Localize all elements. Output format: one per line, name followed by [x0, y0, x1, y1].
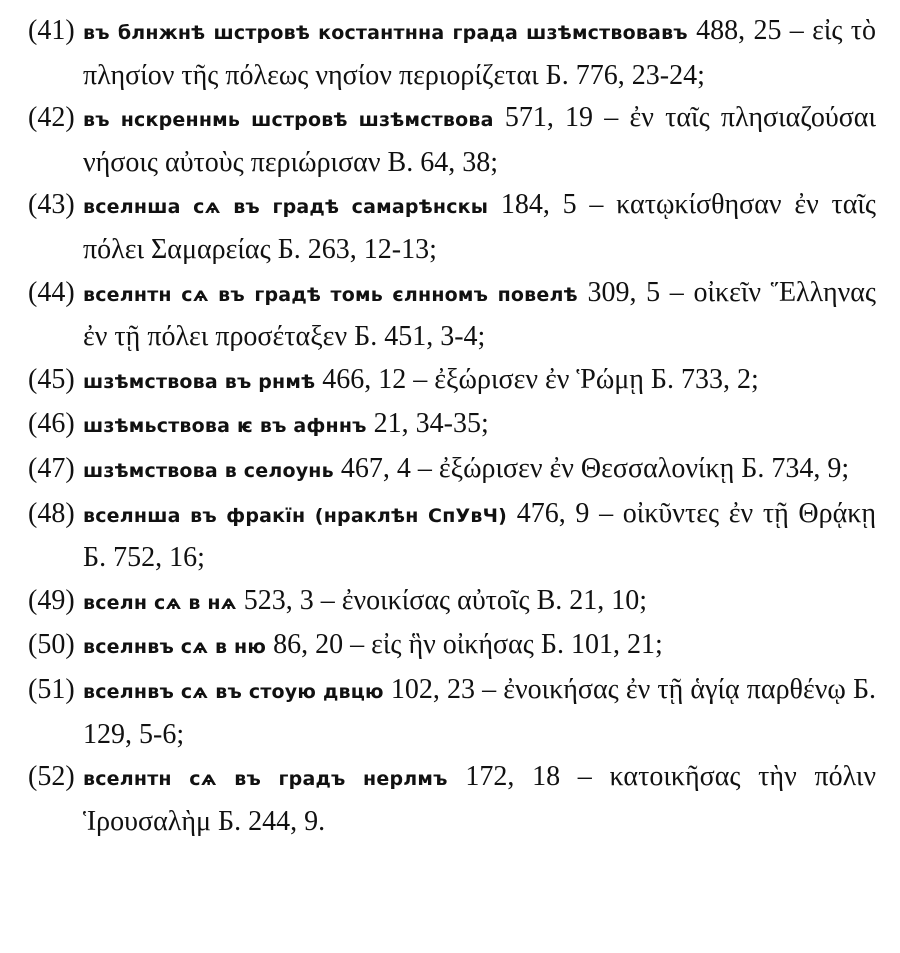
entry-50 — [28, 624, 876, 669]
entry-49 — [28, 580, 876, 625]
entry-number: (48) — [28, 497, 75, 529]
greek-reference: Б. 263, 12-13; — [277, 233, 437, 265]
slavonic-reference: 467, 4 – — [340, 452, 432, 484]
greek-reference: Б. 244, 9. — [218, 805, 326, 837]
entry-43 — [28, 184, 876, 271]
greek-text: ἐν ταῖς πλησιαζούσαι νήσοις αὐτοὺς περιώρισαν — [83, 102, 876, 178]
slavonic-text: въ нскреннмь шстровѣ шзѣмствова — [83, 109, 494, 132]
greek-text: κατοικῆσας τὴν πόλιν Ἱρουσαλὴμ — [83, 761, 877, 837]
slavonic-text: въ блнжнѣ шстровѣ костантнна града шзѣмствовавъ — [83, 22, 688, 44]
entry-42 — [28, 97, 876, 184]
slavonic-reference: 488, 25 – — [696, 15, 804, 46]
slavonic-text: шзѣмьствова ѥ въ афннъ — [83, 415, 367, 438]
entry-number: (41) — [28, 15, 75, 46]
slavonic-text: вселнтн сѧ въ градъ нерлмъ — [83, 768, 448, 791]
entry-number: (45) — [28, 363, 75, 395]
entry-number: (42) — [28, 102, 75, 134]
entry-45 — [28, 359, 876, 404]
slavonic-text: вселн сѧ в нѧ — [83, 591, 237, 614]
entry-number: (50) — [28, 629, 75, 661]
entry-47 — [28, 448, 876, 493]
greek-text: εἰς τὸ πλησίον τῆς πόλεως νησίον περιορίζεται — [83, 15, 877, 91]
greek-text: ἐξώρισεν ἐν Θεσσαλονίκῃ — [438, 452, 735, 484]
slavonic-reference: 476, 9 – — [516, 497, 614, 529]
entry-number: (47) — [28, 452, 75, 484]
slavonic-text: вселнвъ сѧ в ню — [83, 636, 267, 659]
entry-number: (44) — [28, 276, 75, 308]
greek-reference: Б. 752, 16; — [83, 542, 205, 574]
slavonic-text: шзѣмствова в селоунь — [83, 459, 334, 482]
slavonic-text: вселнша въ фракїн (нраклѣн СпУвЧ) — [83, 504, 508, 527]
greek-reference: В. 64, 38; — [387, 146, 498, 178]
slavonic-text: вселнтн сѧ въ градѣ томь єлнномъ повелѣ — [83, 283, 578, 306]
slavonic-text: шзѣмствова въ рнмѣ — [83, 370, 316, 393]
greek-reference: Б. 733, 2; — [650, 363, 759, 395]
entry-44 — [28, 272, 876, 359]
entry-51 — [28, 669, 876, 756]
entry-number: (49) — [28, 584, 75, 616]
entry-52 — [28, 756, 876, 843]
greek-text: ἐνοικήσας ἐν τῇ ἁγίᾳ παρθένῳ — [503, 673, 846, 705]
slavonic-reference: 184, 5 – — [500, 189, 604, 221]
entry-number: (52) — [28, 761, 75, 793]
slavonic-reference: 172, 18 – — [465, 761, 592, 793]
slavonic-reference: 86, 20 – — [273, 629, 365, 661]
greek-reference: Б. 776, 23-24; — [545, 59, 705, 91]
greek-text: κατῳκίσθησαν ἐν ταῖς πόλει Σαμαρείας — [83, 189, 877, 265]
greek-text: εἰς ἣν οἰκήσας — [371, 629, 534, 661]
greek-text: οἰκῦντες ἐν τῇ Θρᾴκῃ — [622, 497, 877, 529]
greek-reference: Б. 129, 5-6; — [83, 673, 877, 750]
greek-text: ἐνοικίσας αὐτοῖς — [341, 584, 530, 616]
slavonic-reference: 102, 23 – — [390, 673, 497, 705]
greek-text: ἐξώρισεν ἐν Ῥώμῃ — [434, 363, 644, 395]
entry-number: (46) — [28, 408, 75, 440]
entry-48 — [28, 493, 876, 580]
slavonic-reference: 309, 5 – — [587, 276, 684, 308]
entry-number: (51) — [28, 673, 75, 705]
slavonic-reference: 571, 19 – — [504, 102, 619, 134]
entry-number: (43) — [28, 189, 75, 221]
slavonic-text: вселнвъ сѧ въ стоую двцю — [83, 680, 384, 703]
greek-reference: Б. 101, 21; — [540, 629, 663, 661]
slavonic-text: вселнша сѧ въ градѣ самарѣнскы — [83, 196, 489, 219]
greek-text: οἰκεῖν Ἕλληνας ἐν τῇ πόλει προσέταξεν — [83, 276, 877, 353]
entry-41 — [28, 10, 876, 97]
greek-reference: Б. 734, 9; — [741, 452, 850, 484]
slavonic-reference: 523, 3 – — [243, 584, 335, 616]
slavonic-reference: 21, 34-35; — [373, 408, 489, 440]
entry-46 — [28, 403, 876, 448]
greek-reference: Б. 451, 3-4; — [354, 321, 486, 353]
slavonic-reference: 466, 12 – — [322, 363, 428, 395]
greek-reference: В. 21, 10; — [536, 584, 648, 616]
